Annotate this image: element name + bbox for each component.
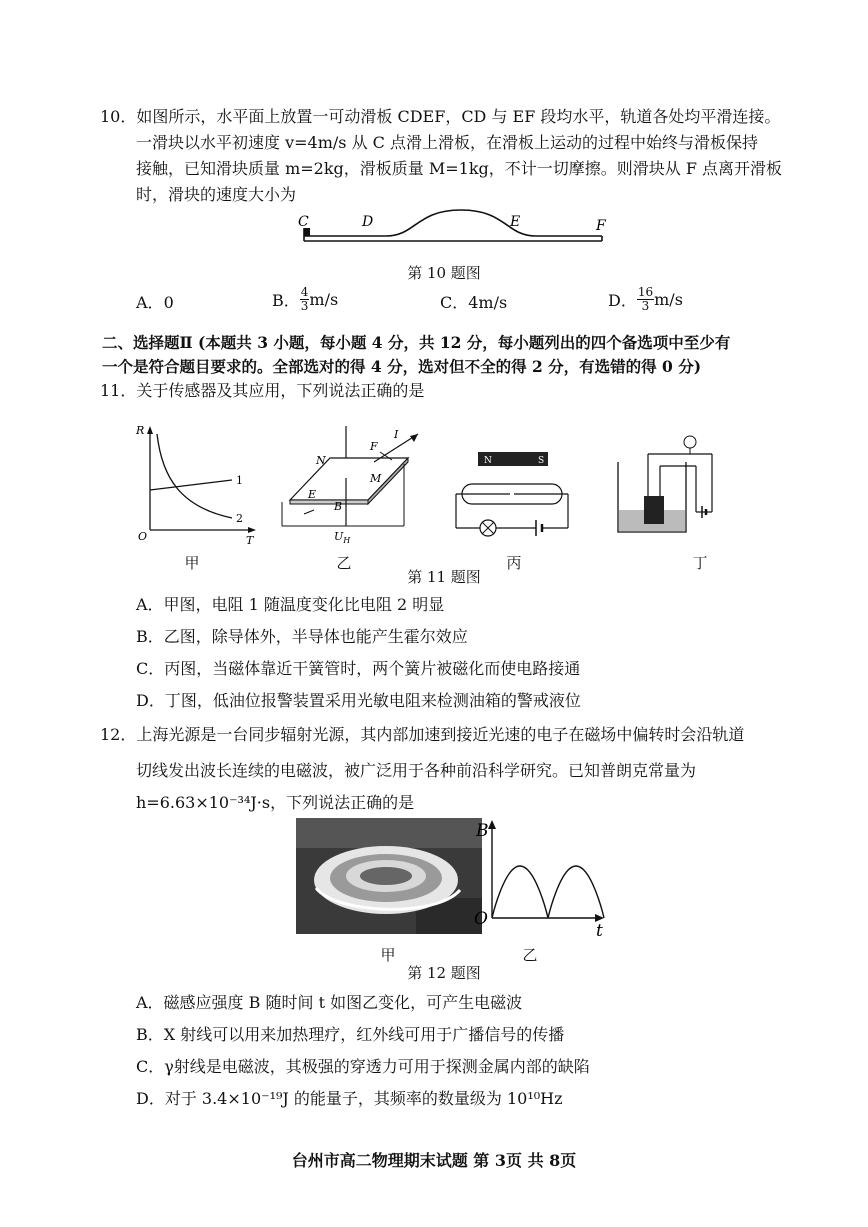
q11-fig-jia-label: 甲 — [184, 554, 200, 572]
axis-t-label: T — [246, 534, 254, 547]
yi-uh-label: $U_H$ — [334, 530, 351, 545]
axis-t-label: t — [596, 921, 603, 936]
q12-line-3: h=6.63×10⁻³⁴J·s，下列说法正确的是 — [136, 793, 415, 812]
q11-fig-bing-label: 丙 — [506, 554, 522, 572]
q11-option-d: D．丁图，低油位报警装置采用光敏电阻来检测油箱的警戒液位 — [136, 691, 581, 710]
q11-fig-ding-label: 丁 — [692, 554, 708, 572]
q10-line-2: 一滑块以水平初速度 v=4m/s 从 C 点滑上滑板，在滑板上运动的过程中始终与滑板保持 — [136, 133, 758, 152]
origin-o-label: O — [474, 909, 488, 929]
page-footer: 台州市高二物理期末试题 第 3页 共 8页 — [291, 1151, 577, 1170]
yi-b-label: B — [334, 500, 343, 513]
q12-fig-yi-b-t-graph — [470, 814, 610, 936]
origin-label: O — [138, 530, 148, 543]
q12-caption: 第 12 题图 — [407, 964, 481, 982]
magnet-s-label: S — [538, 456, 545, 466]
q10-line-1: 10．如图所示，水平面上放置一可动滑板 CDEF，CD 与 EF 段均水平，轨道各处均平滑连接。 — [100, 107, 781, 126]
q11-option-c: C．丙图，当磁体靠近干簧管时，两个簧片被磁化而使电路接通 — [136, 659, 581, 678]
section2-line-2: 一个是符合题目要求的。全部选对的得 4 分，选对但不全的得 2 分，有选错的得 0 分) — [102, 357, 702, 376]
q12-option-d: D．对于 3.4×10⁻¹⁹J 的能量子，其频率的数量级为 10¹⁰Hz — [136, 1089, 563, 1108]
q11-fig-jia-resistance-graph — [130, 422, 260, 552]
section2-line-1: 二、选择题Ⅱ (本题共 3 小题，每小题 4 分，共 12 分，每小题列出的四个备选项中至少有 — [102, 333, 731, 352]
label-f: F — [596, 218, 606, 234]
q12-option-a: A．磁感应强度 B 随时间 t 如图乙变化，可产生电磁波 — [136, 993, 523, 1012]
q12-option-c: C．γ射线是电磁波，其极强的穿透力可用于探测金属内部的缺陷 — [136, 1057, 590, 1076]
yi-e-label: E — [308, 488, 317, 501]
curve-1-label: 1 — [236, 474, 243, 487]
q10-option-d: D． $\frac{16}{3}$ m/s — [608, 285, 683, 313]
axis-r-label: R — [136, 424, 145, 437]
q10-option-b: B． $\frac{4}{3}$ m/s — [272, 285, 339, 313]
q11-fig-yi-hall-effect — [274, 422, 424, 552]
q12-synchrotron-photo — [296, 818, 482, 934]
yi-m-label: M — [370, 472, 382, 485]
q12-fig-yi-label: 乙 — [522, 946, 538, 964]
q12-fig-jia-label: 甲 — [380, 946, 396, 964]
q11-option-b: B．乙图，除导体外，半导体也能产生霍尔效应 — [136, 627, 468, 646]
q10-option-c: C．4m/s — [440, 293, 508, 312]
q10-line-4: 时，滑块的速度大小为 — [136, 185, 297, 204]
q12-option-b: B．X 射线可以用来加热理疗，红外线可用于广播信号的传播 — [136, 1025, 565, 1044]
q11-option-a: A．甲图，电阻 1 随温度变化比电阻 2 明显 — [136, 595, 445, 614]
label-c: C — [298, 214, 309, 230]
label-d: D — [362, 214, 374, 230]
label-e: E — [510, 214, 521, 230]
q11-fig-ding-oil-alarm — [608, 432, 718, 547]
q11-stem: 11．关于传感器及其应用，下列说法正确的是 — [100, 381, 425, 400]
yi-i-label: I — [394, 428, 399, 441]
curve-2-label: 2 — [236, 512, 243, 525]
yi-f-label: F — [370, 440, 378, 453]
q11-caption: 第 11 题图 — [407, 568, 481, 586]
yi-n-label: N — [316, 454, 326, 467]
q12-line-2: 切线发出波长连续的电磁波，被广泛用于各种前沿科学研究。已知普朗克常量为 — [136, 761, 697, 780]
q10-slide-board-figure — [296, 206, 616, 252]
q11-fig-yi-label: 乙 — [336, 554, 352, 572]
q10-option-a: A．0 — [136, 293, 174, 312]
axis-b-label: B — [476, 821, 489, 841]
q11-fig-bing-reed-switch — [448, 448, 578, 548]
magnet-n-label: N — [484, 456, 492, 466]
q10-caption: 第 10 题图 — [407, 264, 481, 282]
q10-line-3: 接触，已知滑块质量 m=2kg，滑板质量 M=1kg，不计一切摩擦。则滑块从 F 点离开滑板 — [136, 159, 783, 178]
q12-line-1: 12．上海光源是一台同步辐射光源，其内部加速到接近光速的电子在磁场中偏转时会沿轨道 — [100, 725, 745, 744]
